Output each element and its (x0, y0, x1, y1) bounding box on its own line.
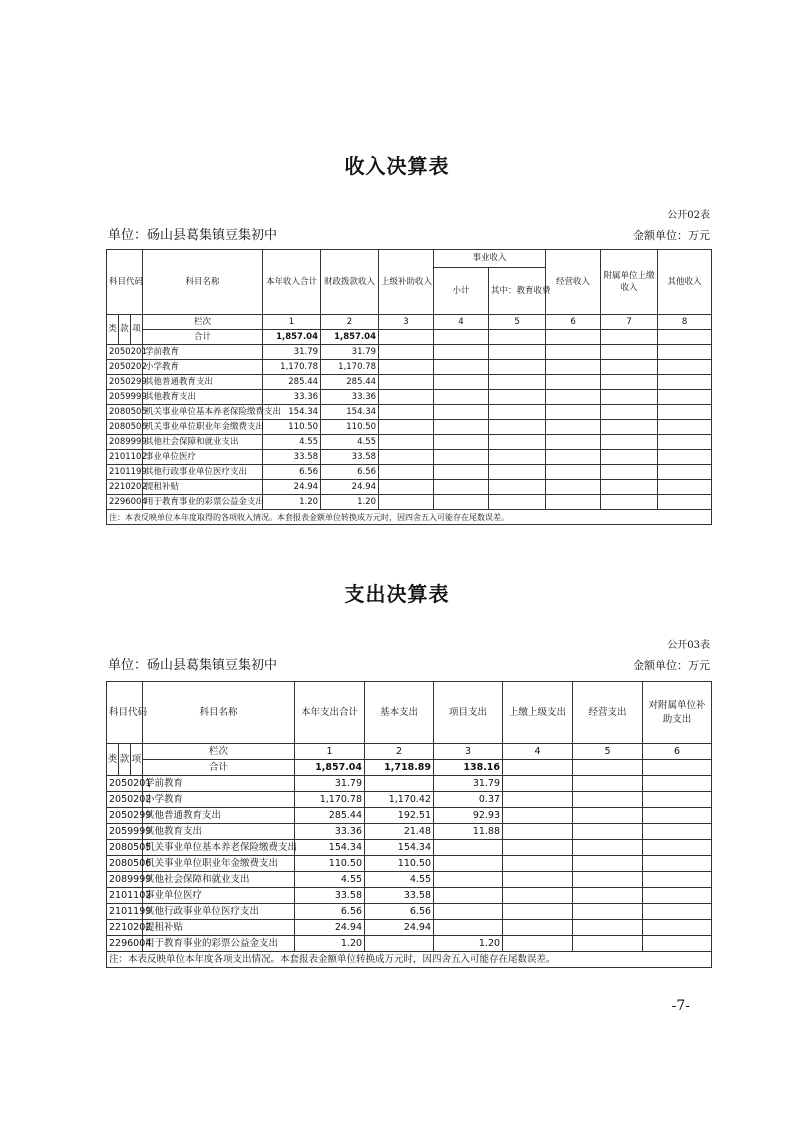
row-total: 31.79 (295, 776, 365, 792)
income-header-xiang: 项 (131, 315, 143, 345)
income-col-num-5: 5 (489, 315, 546, 330)
row-total: 6.56 (295, 904, 365, 920)
expense-header-project: 项目支出 (434, 682, 503, 744)
table-row (107, 480, 712, 495)
expense-header-upper: 上缴上级支出 (503, 682, 573, 744)
expense-header-name: 科目名称 (143, 682, 295, 744)
row-fiscal: 24.94 (321, 480, 379, 495)
expense-col-num-4: 4 (503, 744, 573, 760)
row-code: 2101199 (107, 904, 143, 920)
row-code: 2050299 (107, 808, 143, 824)
row-total: 154.34 (263, 405, 321, 420)
row-code: 2080506 (107, 420, 143, 435)
row-total: 154.34 (295, 840, 365, 856)
income-money-unit: 金额单位：万元 (633, 229, 710, 242)
income-table-title: 收入决算表 (344, 154, 450, 178)
row-code: 2101102 (107, 450, 143, 465)
income-header-name: 科目名称 (143, 250, 263, 315)
income-header-affiliated: 附属单位上缴收入 (601, 250, 658, 315)
expense-header-basic: 基本支出 (365, 682, 434, 744)
row-name: 学前教育 (143, 776, 295, 792)
table-row (107, 920, 712, 936)
expense-money-unit: 金额单位：万元 (633, 659, 710, 672)
row-code: 2210202 (107, 480, 143, 495)
table-row (107, 390, 712, 405)
table-row (107, 904, 712, 920)
row-total: 110.50 (295, 856, 365, 872)
row-code: 2210202 (107, 920, 143, 936)
row-name: 机关事业单位基本养老保险缴费支出 (143, 840, 295, 856)
row-project: 92.93 (434, 808, 503, 824)
income-col-num-8: 8 (658, 315, 712, 330)
row-total: 33.36 (263, 390, 321, 405)
income-unit-name: 单位：砀山县葛集镇豆集初中 (108, 228, 278, 243)
row-total: 24.94 (263, 480, 321, 495)
row-total: 4.55 (263, 435, 321, 450)
income-header-other: 其他收入 (658, 250, 712, 315)
expense-total-basic: 1,718.89 (365, 760, 434, 776)
income-total-amount: 1,857.04 (263, 330, 321, 345)
table-row (107, 824, 712, 840)
expense-total-amount: 1,857.04 (295, 760, 365, 776)
income-table (106, 249, 712, 525)
row-total: 31.79 (263, 345, 321, 360)
expense-header-ops: 经营支出 (573, 682, 643, 744)
income-table-note: 注：本表反映单位本年度取得的各项收入情况。本套报表金额单位转换成万元时，因四舍五入可能存在尾数误差。 (107, 510, 712, 525)
row-total: 1,170.78 (263, 360, 321, 375)
row-fiscal: 6.56 (321, 465, 379, 480)
row-project: 1.20 (434, 936, 503, 952)
table-row (107, 375, 712, 390)
row-project (434, 888, 503, 904)
row-basic: 4.55 (365, 872, 434, 888)
row-fiscal: 33.58 (321, 450, 379, 465)
expense-header-kuan: 款 (119, 744, 131, 776)
expense-table-title: 支出决算表 (344, 582, 450, 606)
table-row (107, 465, 712, 480)
table-row (107, 405, 712, 420)
income-header-code: 科目代码 (107, 250, 143, 315)
row-total: 110.50 (263, 420, 321, 435)
row-name: 事业单位医疗 (143, 888, 295, 904)
table-row (107, 840, 712, 856)
row-name: 机关事业单位职业年金缴费支出 (143, 420, 263, 435)
row-name: 学前教育 (143, 345, 263, 360)
row-basic: 154.34 (365, 840, 434, 856)
row-total: 285.44 (295, 808, 365, 824)
row-code: 2101102 (107, 888, 143, 904)
row-code: 2089999 (107, 872, 143, 888)
expense-lanci-label: 栏次 (143, 744, 295, 760)
row-basic: 21.48 (365, 824, 434, 840)
row-name: 提租补贴 (143, 480, 263, 495)
income-col-num-6: 6 (546, 315, 601, 330)
row-name: 小学教育 (143, 792, 295, 808)
row-name: 机关事业单位基本养老保险缴费支出 (143, 405, 263, 420)
row-fiscal: 1.20 (321, 495, 379, 510)
row-name: 其他社会保障和就业支出 (143, 872, 295, 888)
row-name: 其他行政事业单位医疗支出 (143, 904, 295, 920)
income-header-biz-subtotal: 小计 (434, 268, 489, 315)
row-name: 其他教育支出 (143, 390, 263, 405)
income-col-num-1: 1 (263, 315, 321, 330)
row-code: 2101199 (107, 465, 143, 480)
row-project (434, 904, 503, 920)
table-row (107, 888, 712, 904)
row-name: 其他行政事业单位医疗支出 (143, 465, 263, 480)
expense-header-code: 科目代码 (107, 682, 143, 744)
income-total-label: 合计 (143, 330, 263, 345)
row-project (434, 840, 503, 856)
row-code: 2296004 (107, 936, 143, 952)
row-code: 2080506 (107, 856, 143, 872)
row-project (434, 856, 503, 872)
row-basic: 6.56 (365, 904, 434, 920)
row-total: 1.20 (263, 495, 321, 510)
expense-unit-name: 单位：砀山县葛集镇豆集初中 (108, 658, 278, 673)
expense-form-number: 公开03表 (667, 640, 710, 651)
row-name: 小学教育 (143, 360, 263, 375)
row-basic (365, 936, 434, 952)
table-row (107, 936, 712, 952)
income-col-num-7: 7 (601, 315, 658, 330)
table-row (107, 808, 712, 824)
row-name: 其他社会保障和就业支出 (143, 435, 263, 450)
row-total: 33.36 (295, 824, 365, 840)
expense-col-num-5: 5 (573, 744, 643, 760)
row-fiscal: 110.50 (321, 420, 379, 435)
row-basic (365, 776, 434, 792)
row-fiscal: 33.36 (321, 390, 379, 405)
row-project: 11.88 (434, 824, 503, 840)
table-row (107, 360, 712, 375)
row-basic: 24.94 (365, 920, 434, 936)
expense-header-affiliated: 对附属单位补助支出 (643, 682, 712, 744)
expense-header-total: 本年支出合计 (295, 682, 365, 744)
income-lanci-label: 栏次 (143, 315, 263, 330)
table-row (107, 872, 712, 888)
row-basic: 110.50 (365, 856, 434, 872)
row-total: 285.44 (263, 375, 321, 390)
expense-col-num-2: 2 (365, 744, 434, 760)
row-fiscal: 285.44 (321, 375, 379, 390)
income-header-fiscal: 财政拨款收入 (321, 250, 379, 315)
row-name: 用于教育事业的彩票公益金支出 (143, 495, 263, 510)
row-project: 31.79 (434, 776, 503, 792)
table-row (107, 450, 712, 465)
row-code: 2080505 (107, 405, 143, 420)
row-total: 33.58 (263, 450, 321, 465)
row-basic: 33.58 (365, 888, 434, 904)
row-name: 其他教育支出 (143, 824, 295, 840)
income-header-biz: 事业收入 (434, 250, 546, 268)
row-project (434, 920, 503, 936)
row-total: 4.55 (295, 872, 365, 888)
expense-col-num-1: 1 (295, 744, 365, 760)
expense-total-project: 138.16 (434, 760, 503, 776)
row-fiscal: 31.79 (321, 345, 379, 360)
row-total: 1,170.78 (295, 792, 365, 808)
row-code: 2080505 (107, 840, 143, 856)
table-row (107, 776, 712, 792)
expense-table (106, 681, 712, 968)
row-fiscal: 4.55 (321, 435, 379, 450)
table-row (107, 435, 712, 450)
row-name: 机关事业单位职业年金缴费支出 (143, 856, 295, 872)
row-basic: 1,170.42 (365, 792, 434, 808)
row-code: 2050201 (107, 345, 143, 360)
table-row (107, 345, 712, 360)
row-name: 用于教育事业的彩票公益金支出 (143, 936, 295, 952)
income-col-num-3: 3 (379, 315, 434, 330)
row-name: 其他普通教育支出 (143, 808, 295, 824)
income-header-ops: 经营收入 (546, 250, 601, 315)
row-code: 2050202 (107, 792, 143, 808)
row-name: 事业单位医疗 (143, 450, 263, 465)
row-code: 2059999 (107, 824, 143, 840)
row-fiscal: 154.34 (321, 405, 379, 420)
income-col-num-4: 4 (434, 315, 489, 330)
income-header-kuan: 款 (119, 315, 131, 345)
row-total: 24.94 (295, 920, 365, 936)
row-code: 2050201 (107, 776, 143, 792)
row-name: 提租补贴 (143, 920, 295, 936)
row-total: 33.58 (295, 888, 365, 904)
income-col-num-2: 2 (321, 315, 379, 330)
table-row (107, 495, 712, 510)
row-project (434, 872, 503, 888)
income-form-number: 公开02表 (667, 210, 710, 221)
expense-header-xiang: 项 (131, 744, 143, 776)
row-code: 2089999 (107, 435, 143, 450)
expense-table-note: 注：本表反映单位本年度各项支出情况。本套报表金额单位转换成万元时，因四舍五入可能存在尾数误差。 (107, 952, 712, 968)
row-code: 2059999 (107, 390, 143, 405)
row-name: 其他普通教育支出 (143, 375, 263, 390)
row-fiscal: 1,170.78 (321, 360, 379, 375)
income-header-biz-edu: 其中：教育收费 (489, 268, 546, 315)
row-basic: 192.51 (365, 808, 434, 824)
table-row (107, 856, 712, 872)
row-code: 2050202 (107, 360, 143, 375)
income-header-lei: 类 (107, 315, 119, 345)
row-total: 6.56 (263, 465, 321, 480)
page-number: -7- (671, 998, 690, 1014)
income-header-upper: 上级补助收入 (379, 250, 434, 315)
row-code: 2296004 (107, 495, 143, 510)
expense-col-num-3: 3 (434, 744, 503, 760)
expense-col-num-6: 6 (643, 744, 712, 760)
income-total-fiscal: 1,857.04 (321, 330, 379, 345)
expense-total-label: 合计 (143, 760, 295, 776)
table-row (107, 792, 712, 808)
expense-header-lei: 类 (107, 744, 119, 776)
row-total: 1.20 (295, 936, 365, 952)
income-header-total: 本年收入合计 (263, 250, 321, 315)
row-project: 0.37 (434, 792, 503, 808)
row-code: 2050299 (107, 375, 143, 390)
table-row (107, 420, 712, 435)
